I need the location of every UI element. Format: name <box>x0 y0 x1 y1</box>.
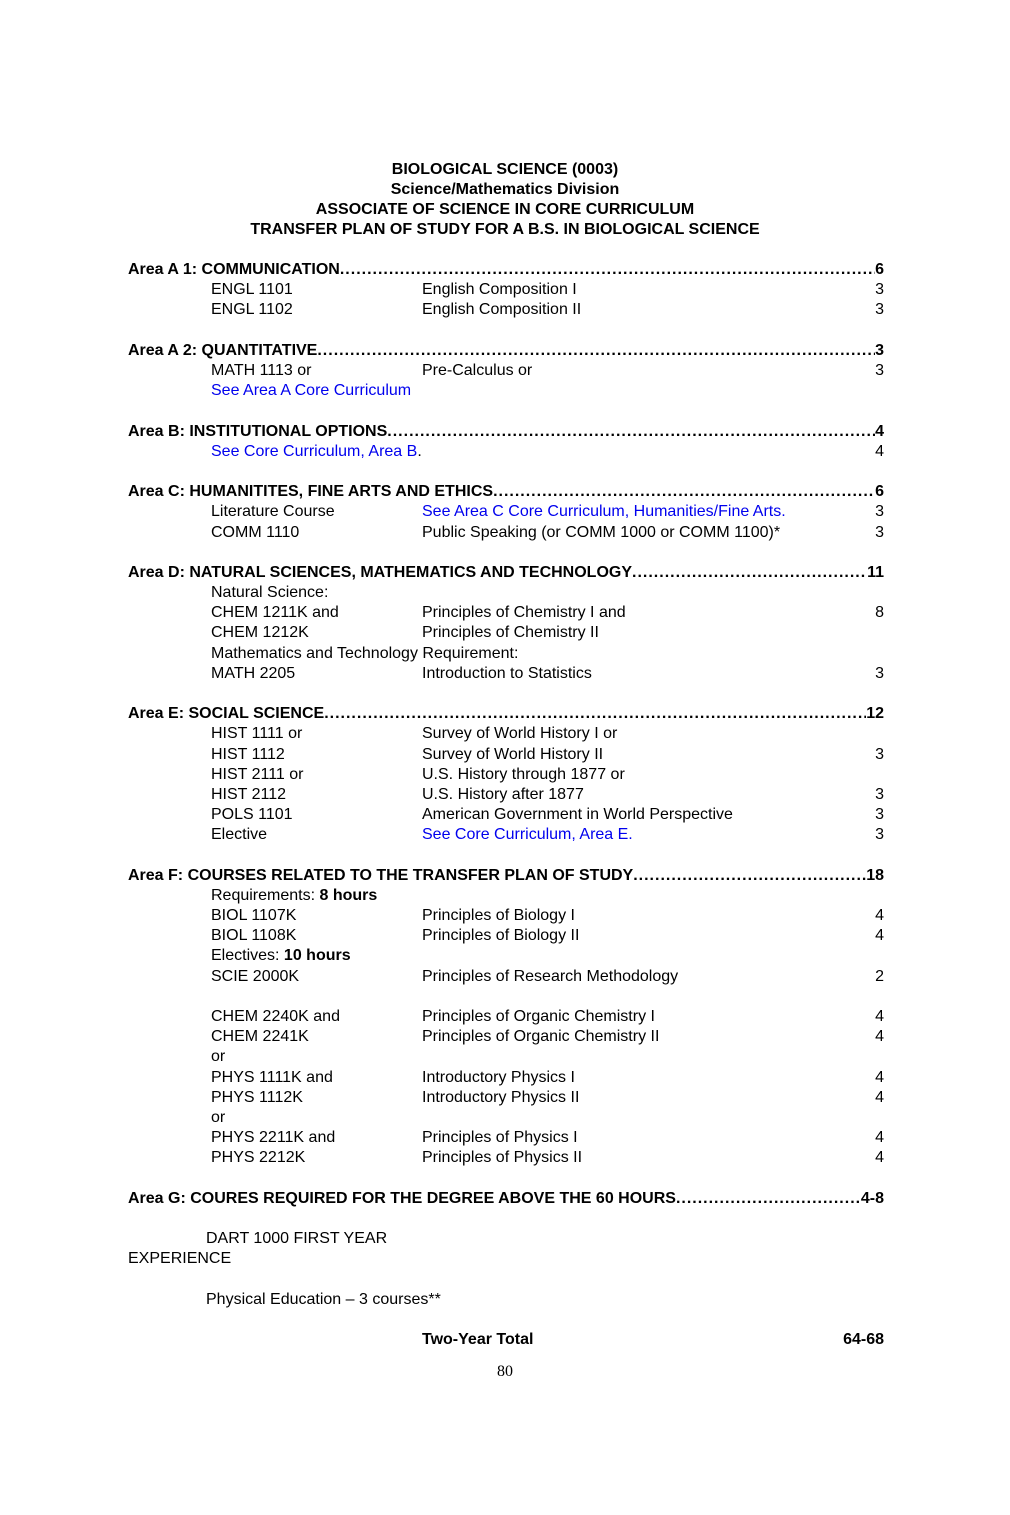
subheading: Mathematics and Technology Requirement: <box>211 644 519 662</box>
subheading: Natural Science: <box>211 584 329 602</box>
course-name: Introductory Physics II <box>422 1088 580 1106</box>
course-code: BIOL 1107K <box>211 907 297 925</box>
course-code: PHYS 1111K and <box>211 1068 333 1086</box>
course-code: CHEM 1211K and <box>211 604 339 622</box>
link-suffix: . <box>417 442 422 460</box>
area-title: Area F: COURSES RELATED TO THE TRANSFER PLAN OF STUDY <box>128 866 634 884</box>
course-code: PHYS 1112K <box>211 1088 303 1106</box>
course-row <box>128 664 884 684</box>
course-row <box>128 967 884 987</box>
subheading-row <box>128 886 884 906</box>
subheading-row <box>128 946 884 966</box>
area-hours: 11 <box>867 563 884 581</box>
area-hours: 4-8 <box>860 1189 884 1207</box>
course-code: CHEM 2241K <box>211 1028 309 1046</box>
course-row <box>128 724 884 744</box>
course-name: English Composition I <box>422 281 577 299</box>
area-title: Area D: NATURAL SCIENCES, MATHEMATICS AND TECHNOLOGY <box>128 563 633 581</box>
course-code: COMM 1110 <box>211 523 300 541</box>
dart-course-line1: DART 1000 FIRST YEAR <box>206 1230 388 1248</box>
area-title: Area A 2: QUANTITATIVE <box>128 341 318 359</box>
area-d-heading <box>128 563 884 583</box>
course-row <box>128 765 884 785</box>
course-row <box>128 623 884 643</box>
electives-label: Electives: 10 hours <box>211 947 351 965</box>
area-a1-heading <box>128 260 884 280</box>
course-name: English Composition II <box>422 301 582 319</box>
page-header <box>0 160 1010 240</box>
course-name: Principles of Physics I <box>422 1129 578 1147</box>
course-row <box>128 523 884 543</box>
course-hours: 4 <box>875 907 884 925</box>
course-code: HIST 2111 or <box>211 765 304 783</box>
course-name: Public Speaking (or COMM 1000 or COMM 1100)* <box>422 523 781 541</box>
course-row <box>128 1229 884 1249</box>
course-hours: 3 <box>875 503 884 521</box>
course-row <box>128 1068 884 1088</box>
course-name: U.S. History after 1877 <box>422 785 584 803</box>
area-hours: 6 <box>875 261 884 278</box>
area-title: Area G: COURES REQUIRED FOR THE DEGREE ABOVE THE 60 HOURS <box>128 1189 676 1207</box>
or-row <box>128 1108 884 1128</box>
course-row <box>128 1290 884 1310</box>
course-row <box>128 805 884 825</box>
course-row <box>128 906 884 926</box>
area-title: Area E: SOCIAL SCIENCE <box>128 705 325 723</box>
course-name: Principles of Chemistry II <box>422 624 599 642</box>
course-row <box>128 381 884 401</box>
core-curriculum-link[interactable]: See Core Curriculum, Area B <box>211 442 418 460</box>
leader-dots <box>387 422 875 442</box>
core-curriculum-link[interactable]: See Area A Core Curriculum <box>211 382 412 400</box>
two-year-total <box>128 1330 884 1350</box>
area-hours: 12 <box>866 705 884 723</box>
course-row <box>128 745 884 765</box>
area-a2-heading <box>128 341 884 361</box>
course-hours: 3 <box>875 523 884 541</box>
course-code: Literature Course <box>211 503 335 521</box>
course-name: Principles of Chemistry I and <box>422 604 626 622</box>
physical-education-line: Physical Education – 3 courses** <box>206 1290 441 1308</box>
course-row <box>128 280 884 300</box>
course-row <box>128 1027 884 1047</box>
course-code: SCIE 2000K <box>211 967 300 985</box>
course-hours: 4 <box>875 927 884 945</box>
program-title: BIOLOGICAL SCIENCE (0003) <box>391 161 619 178</box>
course-hours: 3 <box>875 281 884 299</box>
course-name: Survey of World History II <box>422 745 604 763</box>
total-value: 64-68 <box>843 1331 884 1349</box>
or-separator: or <box>211 1108 226 1126</box>
course-code: HIST 1112 <box>211 745 285 763</box>
leader-dots <box>340 260 875 280</box>
course-row <box>128 361 884 381</box>
area-hours: 6 <box>875 483 884 501</box>
or-separator: or <box>211 1048 226 1066</box>
total-label: Two-Year Total <box>422 1331 534 1349</box>
course-code: HIST 2112 <box>211 785 287 803</box>
course-hours: 3 <box>875 361 884 379</box>
course-name: Principles of Biology I <box>422 907 575 925</box>
course-row <box>128 1088 884 1108</box>
course-code: ENGL 1101 <box>211 281 293 299</box>
link-line <box>211 442 422 462</box>
course-row <box>128 785 884 805</box>
course-code: MATH 2205 <box>211 664 296 682</box>
course-name: Survey of World History I or <box>422 725 618 743</box>
course-code: HIST 1111 or <box>211 725 303 743</box>
area-e-heading <box>128 704 884 724</box>
course-row <box>128 1007 884 1027</box>
course-code: ENGL 1102 <box>211 301 293 319</box>
course-code: POLS 1101 <box>211 806 293 824</box>
course-hours: 4 <box>875 442 884 460</box>
degree-title: ASSOCIATE OF SCIENCE IN CORE CURRICULUM <box>315 201 695 218</box>
course-row <box>128 1128 884 1148</box>
course-hours: 4 <box>875 1028 884 1046</box>
course-code: BIOL 1108K <box>211 927 297 945</box>
course-row <box>128 603 884 623</box>
area-hours: 3 <box>875 341 884 359</box>
plan-title: TRANSFER PLAN OF STUDY FOR A B.S. IN BIOLOGICAL SCIENCE <box>250 221 760 238</box>
course-name: American Government in World Perspective <box>422 806 733 824</box>
course-code: CHEM 1212K <box>211 624 309 642</box>
area-f-heading <box>128 866 884 886</box>
course-hours: 4 <box>875 1129 884 1147</box>
area-title: Area A 1: COMMUNICATION <box>128 261 340 278</box>
leader-dots <box>676 1189 861 1209</box>
core-curriculum-link[interactable]: See Core Curriculum, Area E. <box>422 826 633 844</box>
division-title: Science/Mathematics Division <box>390 181 620 198</box>
course-hours: 3 <box>875 301 884 319</box>
course-row <box>128 1249 884 1269</box>
page-number: 80 <box>497 1363 513 1380</box>
course-row <box>128 502 884 522</box>
plan-content <box>128 260 884 1350</box>
course-hours: 4 <box>875 1149 884 1167</box>
core-curriculum-link[interactable]: See Area C Core Curriculum, Humanities/Fine Arts. <box>422 503 786 521</box>
course-code: MATH 1113 or <box>211 361 312 379</box>
course-name: Introductory Physics I <box>422 1068 575 1086</box>
course-name: U.S. History through 1877 or <box>422 765 625 783</box>
leader-dots <box>324 704 866 724</box>
dart-course-line2: EXPERIENCE <box>128 1250 232 1268</box>
leader-dots <box>317 341 875 361</box>
area-c-heading <box>128 482 884 502</box>
course-name: Pre-Calculus or <box>422 361 533 379</box>
course-name: Introduction to Statistics <box>422 664 592 682</box>
course-row <box>128 442 884 462</box>
area-title: Area B: INSTITUTIONAL OPTIONS <box>128 422 388 440</box>
area-hours: 18 <box>866 866 884 884</box>
course-hours: 3 <box>875 664 884 682</box>
course-hours: 4 <box>875 1008 884 1026</box>
course-hours: 3 <box>875 826 884 844</box>
course-name: Principles of Organic Chemistry II <box>422 1028 660 1046</box>
course-name: Principles of Organic Chemistry I <box>422 1008 655 1026</box>
course-code: CHEM 2240K and <box>211 1008 340 1026</box>
course-name: Principles of Physics II <box>422 1149 583 1167</box>
course-hours: 3 <box>875 785 884 803</box>
course-hours: 3 <box>875 806 884 824</box>
course-code: Elective <box>211 826 268 844</box>
area-g-heading <box>128 1189 884 1209</box>
course-hours: 8 <box>875 604 884 622</box>
course-row <box>128 300 884 320</box>
or-row <box>128 1047 884 1067</box>
course-hours: 3 <box>875 745 884 763</box>
course-name: Principles of Research Methodology <box>422 967 679 985</box>
course-code: PHYS 2211K and <box>211 1129 336 1147</box>
subheading-row <box>128 583 884 603</box>
leader-dots <box>632 563 867 583</box>
area-hours: 4 <box>875 422 884 440</box>
course-row <box>128 825 884 845</box>
area-b-heading <box>128 422 884 442</box>
course-hours: 4 <box>875 1088 884 1106</box>
requirements-label: Requirements: 8 hours <box>211 886 378 904</box>
course-hours: 4 <box>875 1068 884 1086</box>
course-name: Principles of Biology II <box>422 927 580 945</box>
area-title: Area C: HUMANITITES, FINE ARTS AND ETHICS <box>128 483 494 501</box>
course-code: PHYS 2212K <box>211 1149 306 1167</box>
course-hours: 2 <box>875 967 884 985</box>
leader-dots <box>493 482 875 502</box>
subheading-row <box>128 644 884 664</box>
course-row <box>128 1148 884 1168</box>
course-row <box>128 926 884 946</box>
leader-dots <box>633 866 866 886</box>
